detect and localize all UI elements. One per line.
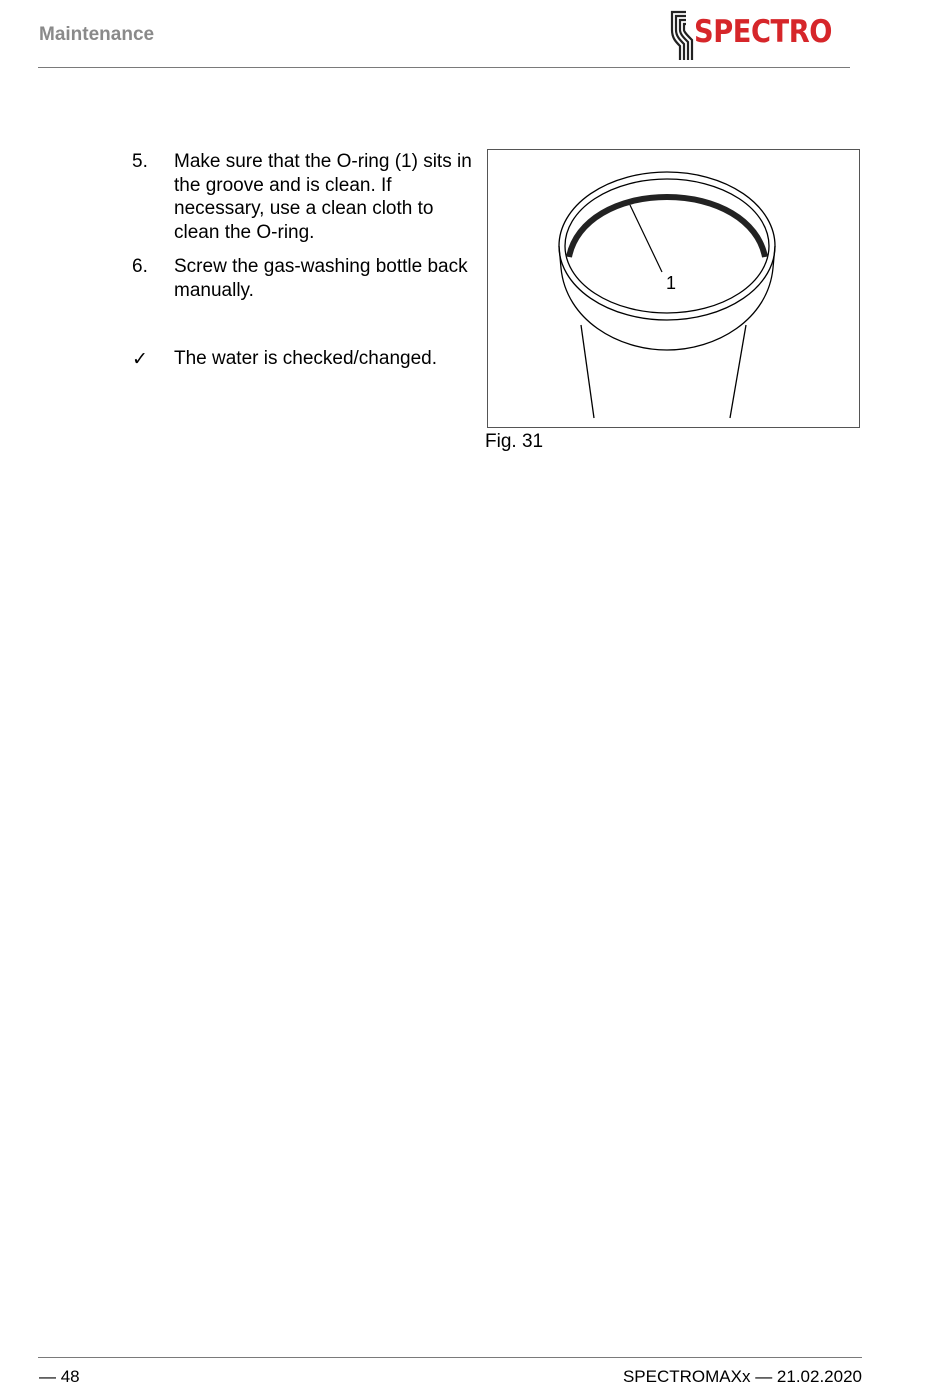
step-number: 5. bbox=[132, 151, 148, 172]
o-ring-illustration bbox=[488, 150, 861, 429]
result-line bbox=[132, 348, 437, 371]
page-number: — 48 bbox=[39, 1367, 80, 1386]
step-text: Screw the gas-washing bottle back manually. bbox=[174, 256, 468, 301]
logo-wordmark: SPECTRO bbox=[694, 14, 833, 50]
step-number: 6. bbox=[132, 256, 148, 277]
spectro-logo bbox=[668, 8, 850, 62]
instruction-list bbox=[132, 150, 472, 313]
list-item bbox=[132, 255, 472, 302]
check-mark-icon: ✓ bbox=[132, 349, 148, 370]
list-item bbox=[132, 150, 472, 244]
step-text: Make sure that the O-ring (1) sits in the groove and is clean. If necessary, use a clean cloth to clean the O-ring. bbox=[174, 151, 472, 243]
figure-caption: Fig. 31 bbox=[485, 431, 544, 452]
result-text: The water is checked/changed. bbox=[174, 348, 437, 369]
header-divider bbox=[38, 67, 850, 68]
section-title: Maintenance bbox=[39, 24, 155, 45]
figure-o-ring bbox=[487, 149, 860, 428]
footer-divider bbox=[38, 1357, 862, 1358]
document-info: SPECTROMAXx — 21.02.2020 bbox=[622, 1367, 862, 1386]
callout-label: 1 bbox=[666, 273, 677, 293]
